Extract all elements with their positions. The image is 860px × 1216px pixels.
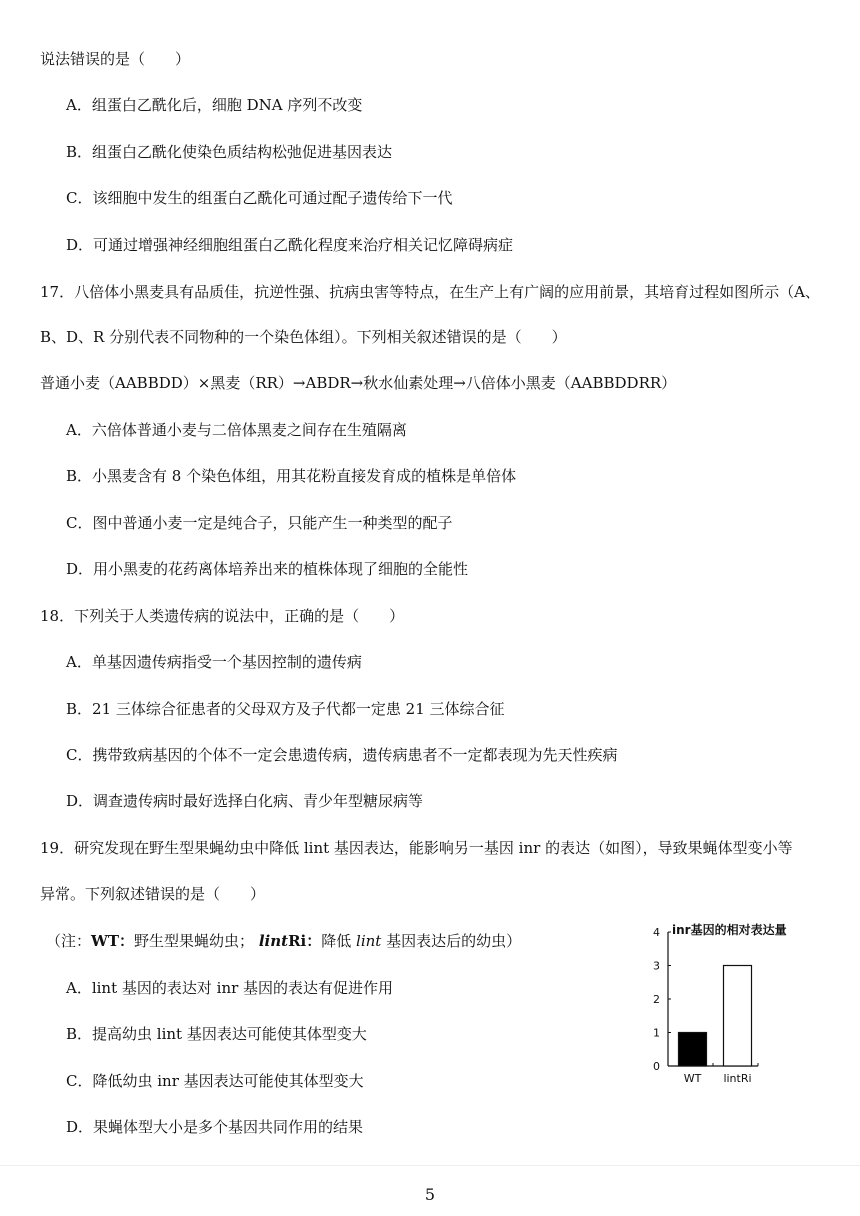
q18-option-a: A．单基因遗传病指受一个基因控制的遗传病 [66, 653, 362, 671]
q17-option-a: A．六倍体普通小麦与二倍体黑麦之间存在生殖隔离 [66, 421, 407, 439]
q19-note-ri: Ri： [288, 932, 322, 950]
q17-process: 普通小麦（AABBDD）×黑麦（RR）→ABDR→秋水仙素处理→八倍体小黑麦（AABBDDRR） [40, 374, 677, 392]
x-tick-label-wt: WT [683, 1072, 702, 1085]
chart-bars [679, 966, 752, 1067]
chart-title: inr基因的相对表达量 [672, 923, 787, 937]
y-tick-label: 1 [653, 1026, 660, 1040]
q17-stem-line1: 17．八倍体小黑麦具有品质佳，抗逆性强、抗病虫害等特点，在生产上有广阔的应用前景，其培育过程如图所示（A、 [40, 283, 820, 301]
q19-option-b: B．提高幼虫 lint 基因表达可能使其体型变大 [66, 1025, 367, 1043]
q19-note-wt: WT： [91, 932, 135, 950]
q19-note-ri-text-b: 基因表达后的幼虫） [381, 932, 522, 950]
bar-lintri [724, 966, 752, 1067]
footer-divider [0, 1165, 860, 1166]
q18-option-b: B．21 三体综合征患者的父母双方及子代都一定患 21 三体综合征 [66, 700, 505, 718]
q17-option-b: B．小黑麦含有 8 个染色体组，用其花粉直接发育成的植株是单倍体 [66, 467, 517, 485]
q18-option-d: D．调查遗传病时最好选择白化病、青少年型糖尿病等 [66, 792, 424, 810]
y-tick-label: 2 [653, 993, 660, 1006]
y-tick-label: 0 [653, 1060, 660, 1073]
q19-note [46, 931, 521, 951]
q19-option-d: D．果蝇体型大小是多个基因共同作用的结果 [66, 1118, 364, 1136]
q16-option-d: D．可通过增强神经细胞组蛋白乙酰化程度来治疗相关记忆障碍病症 [66, 236, 514, 254]
q19-option-a: A．lint 基因的表达对 inr 基因的表达有促进作用 [66, 979, 394, 997]
y-tick-label: 4 [653, 926, 660, 939]
q17-stem-line2: B、D、R 分别代表不同物种的一个染色体组）。下列相关叙述错误的是（ ） [40, 328, 567, 346]
q16-stem-tail: 说法错误的是（ ） [40, 50, 191, 68]
inr-expression-bar-chart [640, 918, 820, 1098]
page-number: 5 [424, 1185, 436, 1204]
q19-note-lint: lint [258, 932, 289, 950]
q19-stem-line2: 异常。下列叙述错误的是（ ） [40, 885, 266, 903]
q19-note-prefix: （注： [46, 932, 92, 950]
q19-stem-line1: 19．研究发现在野生型果蝇幼虫中降低 lint 基因表达，能影响另一基因 inr 的表达（如图），导致果蝇体型变小等 [40, 839, 793, 857]
q17-option-d: D．用小黑麦的花药离体培养出来的植株体现了细胞的全能性 [66, 560, 469, 578]
q16-option-c: C．该细胞中发生的组蛋白乙酰化可通过配子遗传给下一代 [66, 189, 453, 207]
q16-option-b: B．组蛋白乙酰化使染色质结构松弛促进基因表达 [66, 143, 393, 161]
y-tick-label: 3 [653, 959, 660, 973]
q19-note-ri-italic: lint [356, 932, 382, 950]
x-tick-label-lintri: lintRi [723, 1072, 752, 1085]
bar-wt [679, 1033, 707, 1067]
q16-option-a: A．组蛋白乙酰化后，细胞 DNA 序列不改变 [66, 96, 363, 114]
q19-option-c: C．降低幼虫 inr 基因表达可能使其体型变大 [66, 1072, 364, 1090]
q18-option-c: C．携带致病基因的个体不一定会患遗传病，遗传病患者不一定都表现为先天性疾病 [66, 746, 618, 764]
q17-option-c: C．图中普通小麦一定是纯合子，只能产生一种类型的配子 [66, 514, 453, 532]
q18-stem: 18．下列关于人类遗传病的说法中，正确的是（ ） [40, 607, 405, 625]
q19-note-ri-text-a: 降低 [321, 932, 357, 950]
q19-note-wt-text: 野生型果蝇幼虫； [134, 932, 255, 950]
